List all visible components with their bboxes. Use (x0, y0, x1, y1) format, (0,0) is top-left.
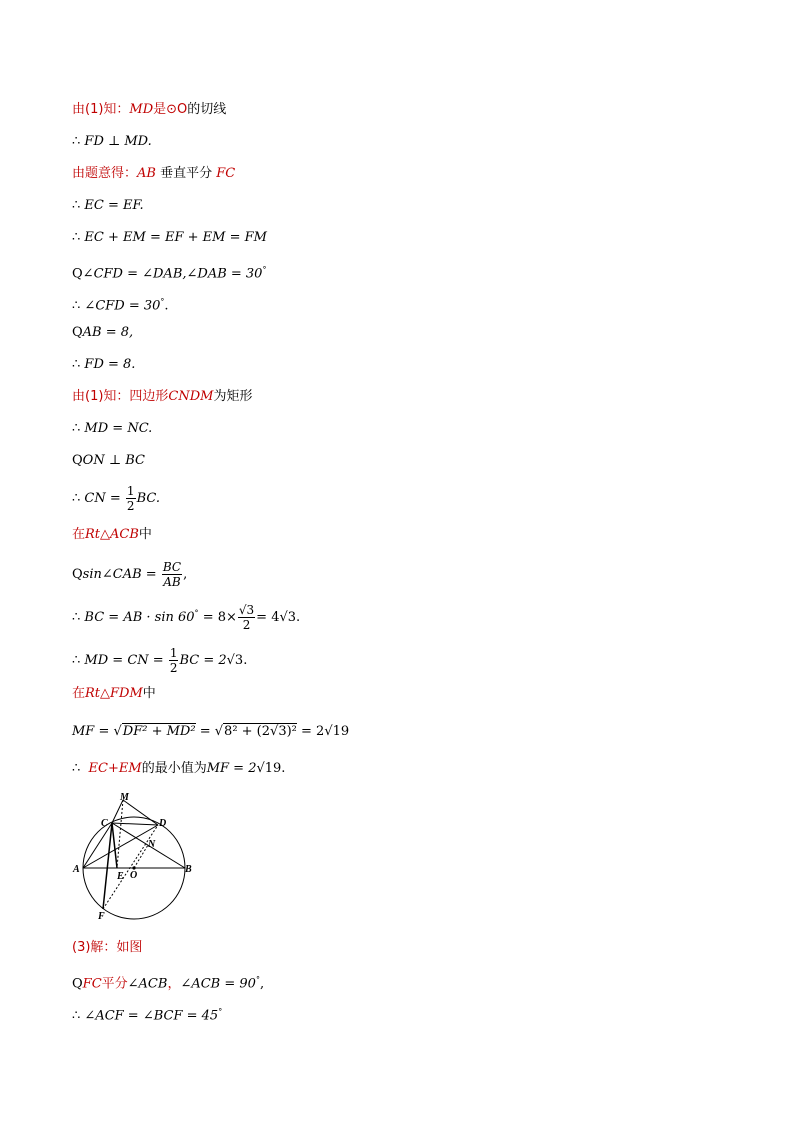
denominator: AB (163, 575, 181, 589)
degree-symbol: ° (160, 297, 165, 306)
math: MD (129, 102, 154, 117)
line-22 (72, 971, 264, 993)
label-c: C (101, 818, 108, 829)
line-11 (72, 420, 152, 438)
math: = 2 (301, 724, 325, 739)
math: Rt△ACB (85, 527, 139, 542)
math: MF = 2 (206, 761, 257, 776)
line-05 (72, 229, 267, 247)
math: AB = 8, (82, 325, 134, 340)
therefore-symbol: ∴ (72, 230, 81, 245)
segment-fd (103, 825, 158, 909)
because-symbol: Q (72, 325, 83, 340)
degree-symbol: ° (218, 1007, 223, 1016)
math: MF = (72, 724, 110, 739)
math: √19 (324, 724, 350, 739)
math: AB (137, 166, 156, 181)
line-16 (72, 603, 300, 632)
line-15 (72, 560, 187, 589)
radicand: 8² + (2√3)² (224, 724, 297, 739)
label-d: D (159, 818, 167, 829)
denominator: 2 (126, 499, 135, 513)
line-09 (72, 356, 135, 374)
math: EC+EM (88, 761, 142, 776)
numerator: 1 (169, 646, 178, 660)
text: (3)解：如图 (72, 940, 143, 955)
math: √3 (226, 653, 244, 668)
line-04 (72, 197, 144, 215)
degree-symbol: ° (194, 608, 199, 618)
line-18 (72, 685, 156, 703)
math: ON ⊥ BC (82, 453, 145, 468)
math: = (199, 724, 211, 739)
math: Rt△FDM (85, 686, 143, 701)
numerator: 1 (126, 484, 135, 498)
line-03 (72, 165, 235, 183)
fraction (169, 646, 179, 675)
text: 由(1)知： (72, 102, 130, 117)
math: = 8× (202, 610, 237, 625)
line-23 (72, 1003, 222, 1025)
label-m: M (120, 792, 129, 803)
text: 的切线 (187, 102, 227, 117)
text: 在 (72, 527, 86, 542)
line-12 (72, 452, 145, 470)
line-08 (72, 324, 133, 342)
math: √3 (279, 610, 297, 625)
label-e: E (117, 871, 124, 882)
math: ∠ACB = 90 (180, 976, 256, 992)
math: FD = 8. (84, 357, 136, 372)
math: BC. (136, 491, 160, 506)
math: ∠CFD = 30 (84, 298, 161, 314)
line-10 (72, 388, 253, 406)
degree-symbol: ° (255, 975, 260, 984)
line-17 (72, 646, 247, 675)
label-o: O (130, 870, 138, 881)
line-13 (72, 484, 160, 513)
math: EC = EF. (84, 198, 144, 213)
segment-md (123, 800, 158, 825)
radicand: DF² + MD² (122, 724, 196, 739)
fraction (162, 560, 182, 589)
text: 在 (72, 686, 86, 701)
therefore-symbol: ∴ (72, 610, 81, 625)
therefore-symbol: ∴ (72, 134, 81, 149)
sqrt-symbol: √ (214, 724, 224, 739)
math: , (259, 976, 265, 992)
math: . (296, 610, 301, 625)
math: FC (216, 166, 236, 181)
math: √19 (256, 761, 282, 776)
therefore-symbol: ∴ (72, 421, 81, 436)
text: 垂直平分 (160, 166, 213, 181)
text: ， (167, 976, 181, 992)
line-02 (72, 133, 152, 151)
line-21 (72, 939, 142, 957)
therefore-symbol: ∴ (72, 198, 81, 213)
label-b: B (185, 864, 192, 875)
denominator: 2 (169, 661, 178, 675)
math: FC (82, 976, 102, 992)
text: 的最小值为 (141, 761, 207, 776)
because-symbol: Q (72, 567, 83, 582)
math: . (164, 298, 169, 314)
segment-ce (112, 823, 117, 868)
text: 由(1)知：四边形 (72, 389, 169, 404)
math: = 4 (256, 610, 280, 625)
math: sin∠CAB = (82, 567, 157, 582)
segment-on (134, 845, 148, 868)
text: 由题意得： (72, 166, 138, 181)
label-n: N (148, 839, 156, 850)
line-07 (72, 293, 169, 315)
line-19 (72, 723, 349, 741)
sqrt-symbol: √ (113, 724, 122, 739)
because-symbol: Q (72, 266, 83, 282)
line-14 (72, 526, 152, 544)
math: BC = AB · sin 60 (84, 610, 195, 625)
math: ∠ACF = ∠BCF = 45 (84, 1008, 219, 1024)
math: MD = NC. (84, 421, 153, 436)
math: FD ⊥ MD. (84, 134, 152, 149)
math: CNDM (168, 389, 214, 404)
line-20 (72, 760, 285, 778)
fraction (126, 484, 136, 513)
numerator: BC (162, 560, 182, 574)
segment-cd (112, 823, 158, 825)
because-symbol: Q (72, 453, 83, 468)
text: 为矩形 (213, 389, 253, 404)
text: 中 (142, 686, 156, 701)
because-symbol: Q (72, 976, 83, 992)
math: , (183, 567, 188, 582)
text: 平分 (101, 976, 128, 992)
therefore-symbol: ∴ (72, 1008, 81, 1024)
denominator: 2 (242, 618, 251, 632)
math: . (243, 653, 248, 668)
numerator: √3 (238, 603, 255, 617)
math: MD = CN = (84, 653, 164, 668)
math: CN = (84, 491, 121, 506)
math: BC = 2 (179, 653, 227, 668)
degree-symbol: ° (262, 265, 267, 274)
label-f: F (98, 911, 105, 922)
math: ∠ACB (127, 976, 168, 992)
geometry-figure (70, 792, 200, 922)
therefore-symbol: ∴ (72, 653, 81, 668)
math: ∠CFD = ∠DAB,∠DAB = 30 (82, 266, 263, 282)
therefore-symbol: ∴ (72, 761, 81, 776)
label-a: A (73, 864, 80, 875)
text: 中 (138, 527, 152, 542)
line-01 (72, 101, 226, 119)
fraction (238, 603, 255, 632)
therefore-symbol: ∴ (72, 298, 81, 314)
text: 是⊙O (153, 102, 188, 117)
line-06 (72, 261, 266, 283)
segment-cf (103, 823, 112, 909)
therefore-symbol: ∴ (72, 357, 81, 372)
math: EC + EM = EF + EM = FM (84, 230, 267, 245)
math: . (281, 761, 286, 776)
therefore-symbol: ∴ (72, 491, 81, 506)
